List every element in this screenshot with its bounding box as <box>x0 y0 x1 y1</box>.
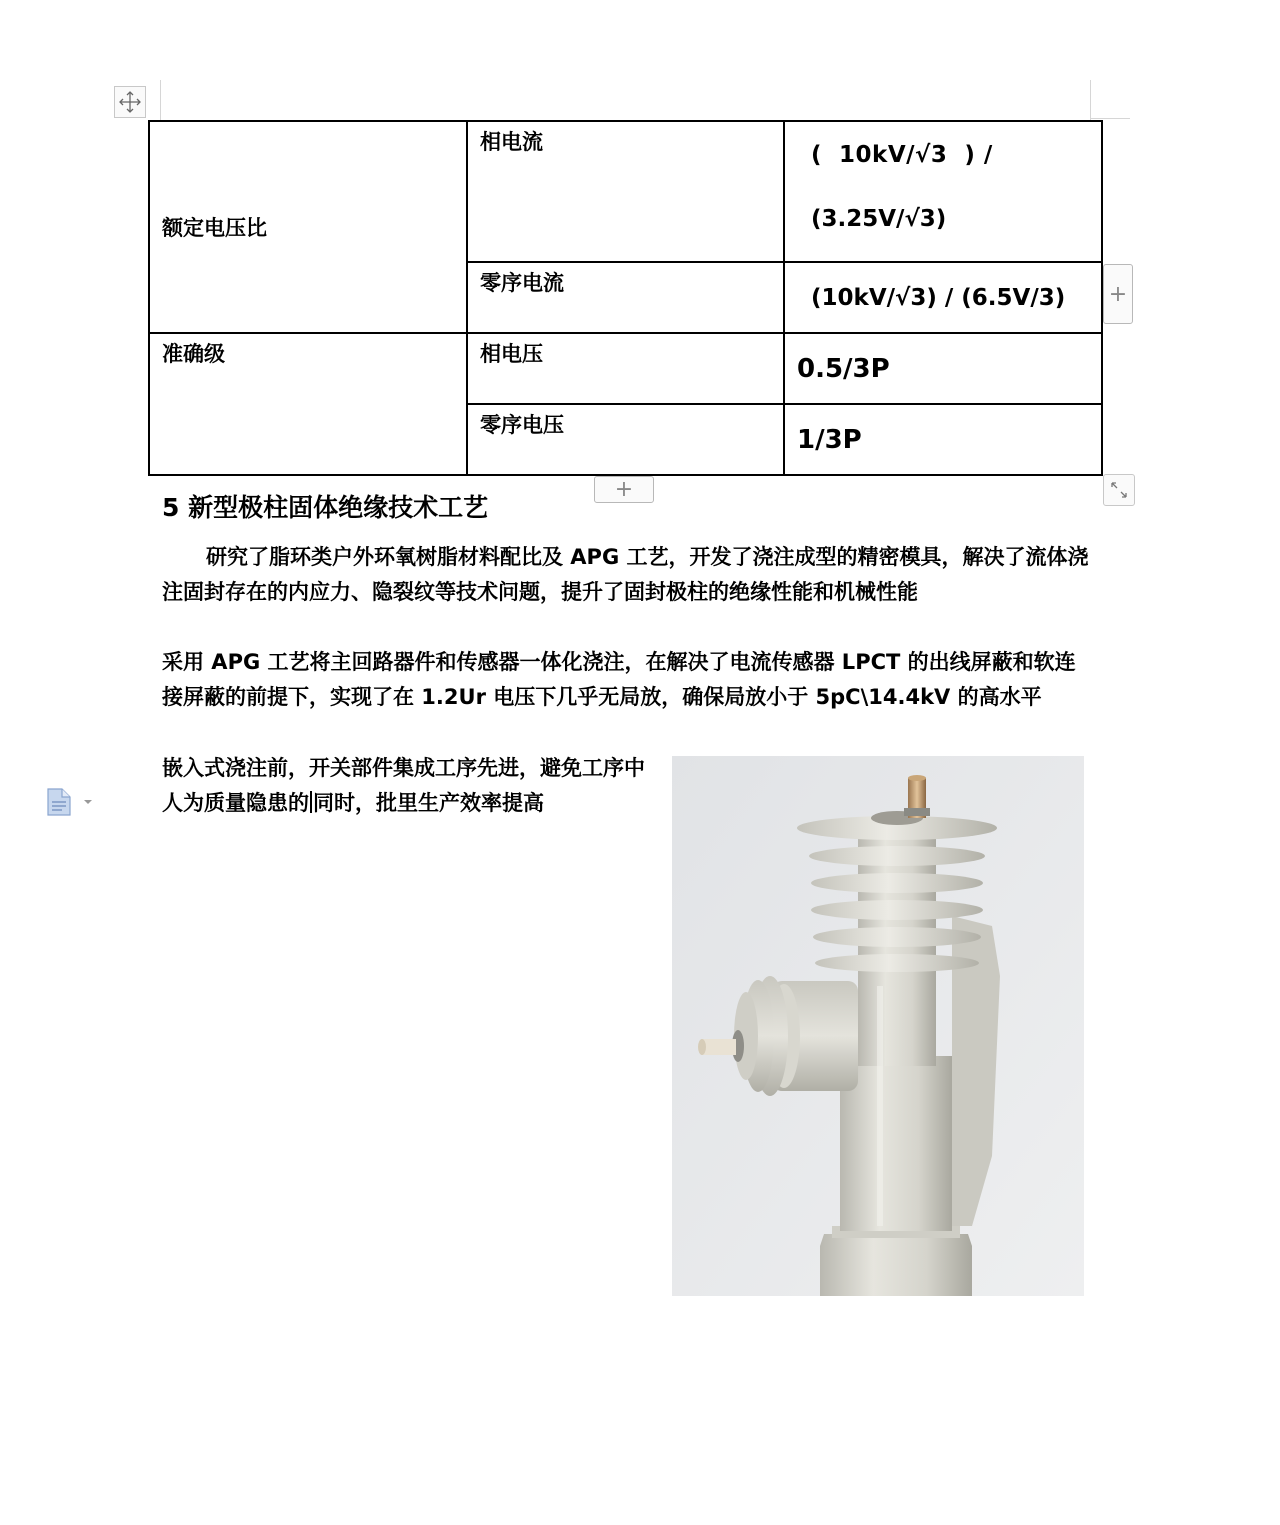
sub-label: 相电压 <box>480 342 543 366</box>
value: 1/3P <box>797 424 862 455</box>
resize-icon <box>1108 479 1130 501</box>
cell-phase-voltage-value[interactable] <box>784 333 1102 404</box>
cell-accuracy-class[interactable] <box>149 333 467 475</box>
cell-rated-voltage-ratio[interactable] <box>149 121 467 333</box>
cell-phase-current[interactable] <box>467 121 784 262</box>
cell-phase-voltage[interactable] <box>467 333 784 404</box>
insulator-illustration <box>672 756 1084 1296</box>
table-resize-handle[interactable] <box>1103 474 1135 506</box>
paragraph-1: 研究了脂环类户外环氧树脂材料配比及 APG 工艺，开发了浇注成型的精密模具，解决了流体浇注固封存在的内应力、隐裂纹等技术问题，提升了固封极柱的绝缘性能和机械性能 <box>162 545 1089 604</box>
cell-zero-seq-voltage[interactable] <box>467 404 784 475</box>
text-cursor <box>310 791 312 813</box>
paste-options-button[interactable] <box>46 786 96 818</box>
page-guide-left <box>160 80 161 120</box>
document-icon <box>46 787 72 817</box>
cell-zero-seq-current-value[interactable] <box>784 262 1102 333</box>
page-guide-right <box>1090 80 1091 120</box>
table-move-handle[interactable] <box>114 86 146 118</box>
group-label: 额定电压比 <box>162 216 267 240</box>
sub-label: 相电流 <box>480 130 543 154</box>
add-column-button[interactable]: + <box>1103 264 1133 324</box>
value: 0.5/3P <box>797 353 890 384</box>
add-row-button[interactable]: + <box>594 476 654 503</box>
paragraph-3 <box>162 751 656 821</box>
move-icon <box>119 91 141 113</box>
paragraph-3-text-end: 同时，批里生产效率提高 <box>313 791 544 815</box>
sub-label: 零序电压 <box>480 413 564 437</box>
sub-label: 零序电流 <box>480 271 564 295</box>
table-row <box>149 121 1102 262</box>
value-line-2: (3.25V/√3) <box>811 206 947 232</box>
spec-table <box>148 120 1103 476</box>
pole-photo <box>672 756 1084 1296</box>
cell-zero-seq-voltage-value[interactable] <box>784 404 1102 475</box>
paragraph-2: 采用 APG 工艺将主回路器件和传感器一体化浇注，在解决了电流传感器 LPCT 的出线屏蔽和软连接屏蔽的前提下，实现了在 1.2Ur 电压下几乎无局放，确保局放小于 5pC\14.4kV 的高水平 <box>162 650 1076 709</box>
group-label: 准确级 <box>162 342 225 366</box>
table-row <box>149 333 1102 404</box>
cell-phase-current-value[interactable] <box>784 121 1102 262</box>
cell-zero-seq-current[interactable] <box>467 262 784 333</box>
value-line-1: ( 10kV/√3 ) / <box>811 142 993 168</box>
value: (10kV/√3) / (6.5V/3) <box>811 284 1066 311</box>
section-heading: 5 新型极柱固体绝缘技术工艺 <box>162 493 489 522</box>
paragraph-3-text: 嵌入式浇注前，开关部件集成工序先进，避免工序中人为质量隐患的 <box>162 756 645 815</box>
dropdown-icon <box>82 797 94 807</box>
page-guide-top-right <box>1090 118 1130 119</box>
